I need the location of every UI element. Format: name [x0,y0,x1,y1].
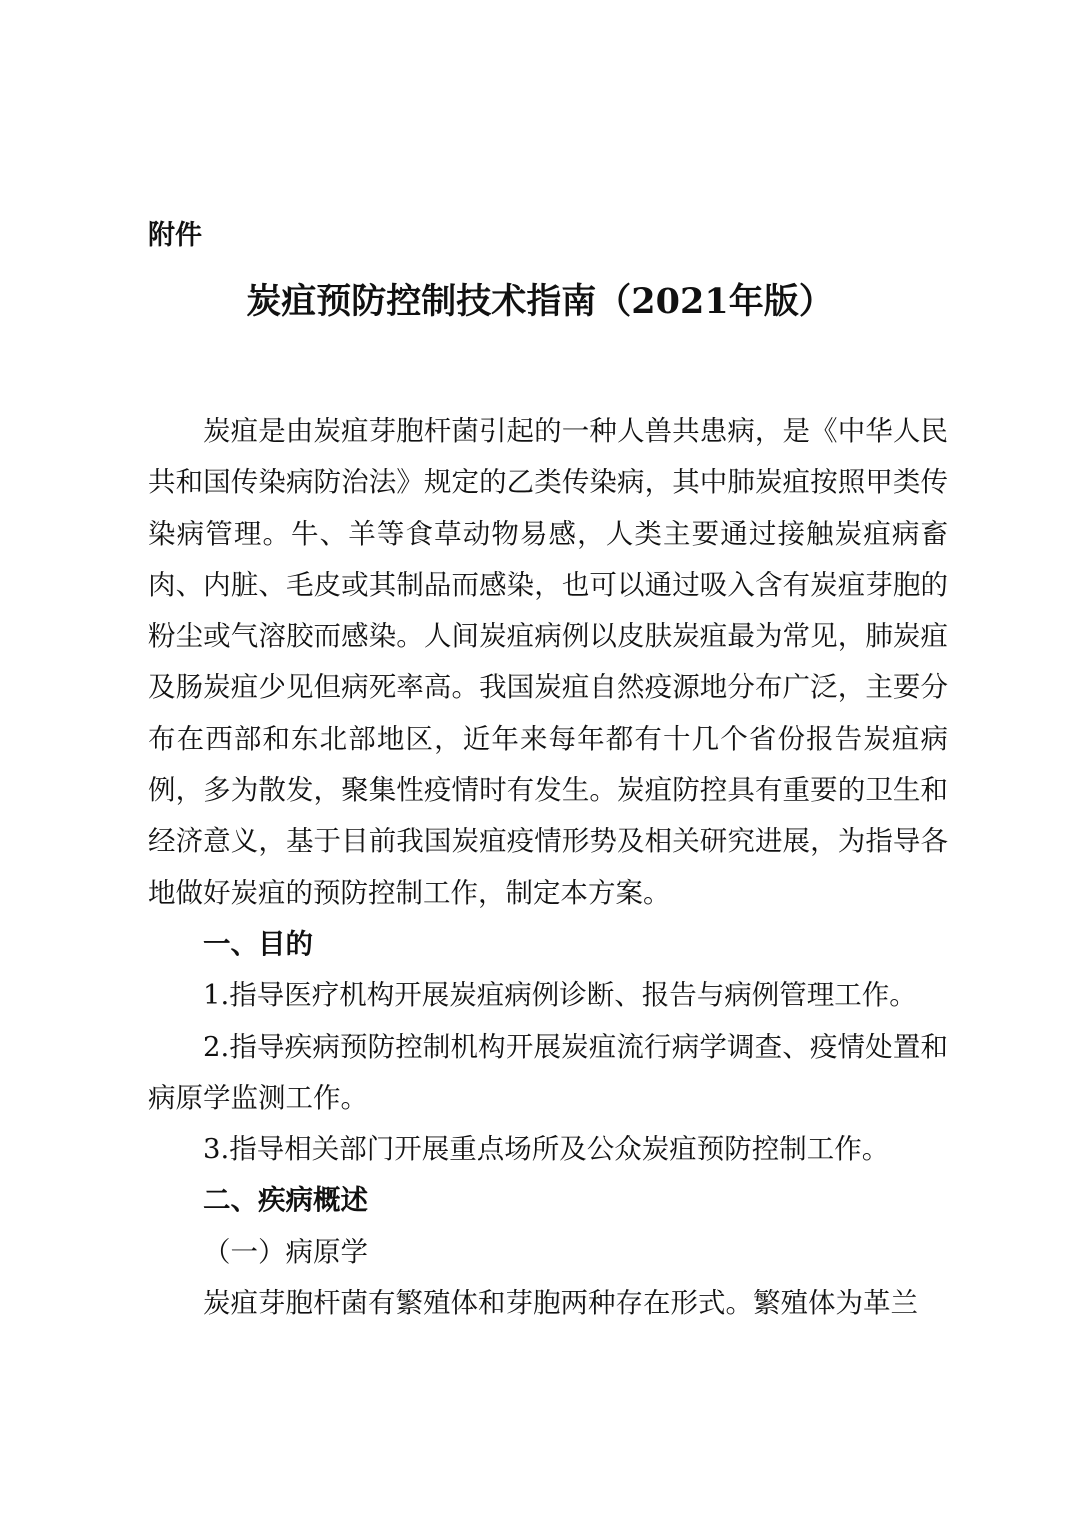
document-body [148,406,948,1329]
attachment-label: 附件 [148,220,202,251]
section-heading-disease-overview: 二、疾病概述 [203,1184,368,1217]
etiology-paragraph: 炭疽芽胞杆菌有繁殖体和芽胞两种存在形式。繁殖体为革兰 [203,1287,918,1320]
purpose-item-3: 3.指导相关部门开展重点场所及公众炭疽预防控制工作。 [203,1133,890,1166]
document-title: 炭疽预防控制技术指南（2021年版） [246,281,834,322]
purpose-item-1: 1.指导医疗机构开展炭疽病例诊断、报告与病例管理工作。 [203,979,917,1012]
intro-paragraph: 炭疽是由炭疽芽胞杆菌引起的一种人兽共患病，是《中华人民共和国传染病防治法》规定的乙类传染病，其中肺炭疽按照甲类传染病管理。牛、羊等食草动物易感，人类主要通过接触炭疽病畜肉、内脏、毛皮或其制品而感染，也可以通过吸入含有炭疽芽胞的粉尘或气溶胶而感染。人间炭疽病例以皮肤炭疽最为常见，肺炭疽及肠炭疽少见但病死率高。我国炭疽自然疫源地分布广泛，主要分布在西部和东北部地区，近年来每年都有十几个省份报告炭疽病例，多为散发，聚集性疫情时有发生。炭疽防控具有重要的卫生和经济意义，基于目前我国炭疽疫情形势及相关研究进展，为指导各地做好炭疽的预防控制工作，制定本方案。 [148,415,948,909]
subsection-heading-etiology: （一）病原学 [203,1235,368,1268]
section-heading-purpose: 一、目的 [203,927,313,960]
purpose-item-2: 2.指导疾病预防控制机构开展炭疽流行病学调查、疫情处置和病原学监测工作。 [148,1030,948,1114]
